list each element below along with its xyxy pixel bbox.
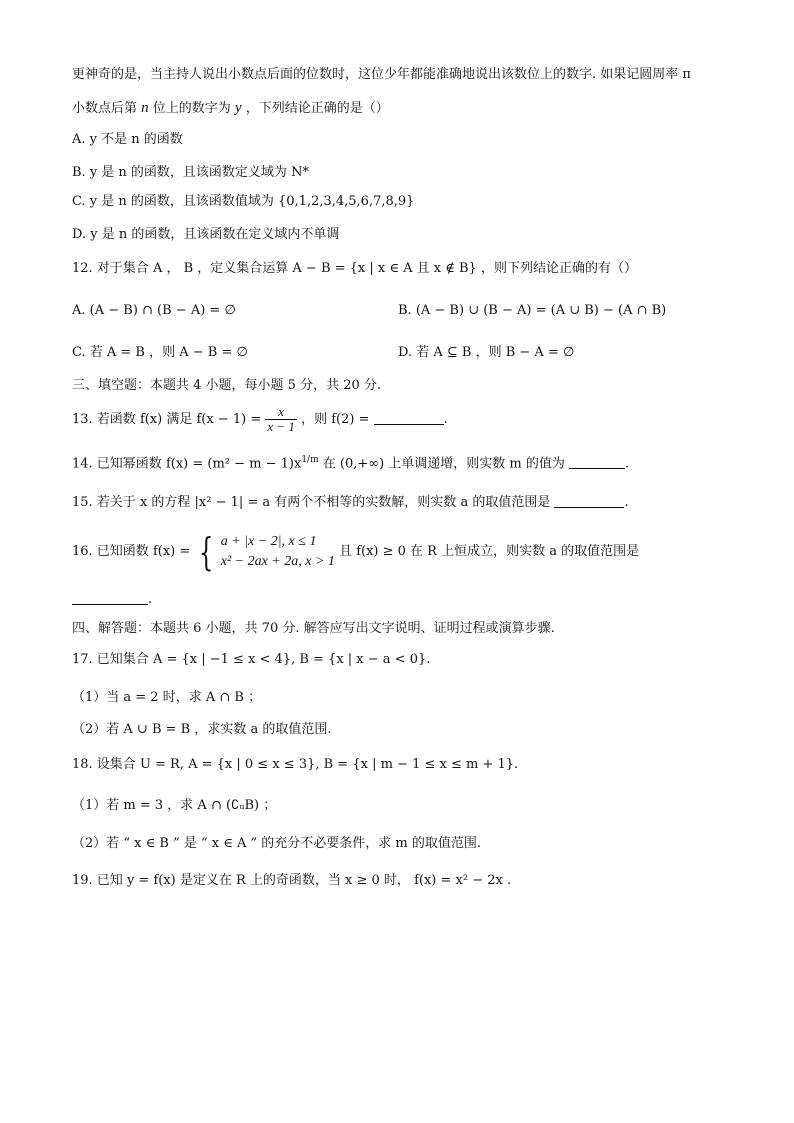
q14-answer-blank[interactable] (569, 454, 625, 469)
q16-answer-line: . (72, 590, 734, 609)
q17-part-1: （1）当 a = 2 时，求 A ∩ B ； (72, 690, 262, 705)
q12-option-a: A. (A − B) ∩ (B − A) = ∅ (72, 303, 236, 318)
q11-stem-line1: 更神奇的是，当主持人说出小数点后面的位数时，这位少年都能准确地说出该数位上的数字. 如果记圆周率 π (72, 67, 691, 82)
q11-option-c: C. y 是 n 的函数，且该函数值域为 {0,1,2,3,4,5,6,7,8,9} (72, 194, 415, 209)
section-4-heading: 四、解答题：本题共 6 小题，共 70 分. 解答应写出文字说明、证明过程或演算步骤. (72, 621, 555, 636)
q13-answer-blank[interactable] (374, 410, 444, 425)
q11-option-d: D. y 是 n 的函数，且该函数在定义域内不单调 (72, 227, 340, 242)
q14: 14. 已知幂函数 $f(x) = (m^2 - m - 1)x^{1/m}$ 在 (0,+∞) 上单调递增，则实数 m 的值为 . (72, 455, 630, 472)
q13: 13. 若函数 f(x) 满足 f(x − 1) = $\frac{x}{x - 1}$ ，则 f(2) = . (72, 404, 448, 434)
q11-option-b: B. y 是 n 的函数，且该函数定义域为 N* (72, 165, 309, 180)
q12-option-d: D. 若 A ⊆ B ，则 B − A = ∅ (398, 345, 575, 360)
q12-option-b: B. (A − B) ∪ (B − A) = (A ∪ B) − (A ∩ B) (398, 303, 667, 318)
q15: 15. 若关于 x 的方程 |x² − 1| = a 有两个不相等的实数解，则实数 a 的取值范围是 . (72, 495, 629, 510)
q16: 16. 已知函数 f(x) = { a + |x − 2|, x ≤ 1 x² − 2ax + 2a, x > 1 且 f(x) ≥ 0 在 R 上恒成立，则实数 a 的取值范围是 (72, 529, 640, 574)
q13-fraction: $\frac{x}{x - 1}$ (267, 404, 295, 434)
q16-answer-blank[interactable] (72, 590, 148, 605)
q18-stem: 18. 设集合 U = R, A = {x | 0 ≤ x ≤ 3}, B = {x | m − 1 ≤ x ≤ m + 1}. (72, 757, 519, 772)
q15-answer-blank[interactable] (554, 493, 624, 508)
q16-piecewise: a + |x − 2|, x ≤ 1 x² − 2ax + 2a, x > 1 (220, 533, 335, 569)
q17-stem: 17. 已知集合 A = {x | −1 ≤ x < 4}, B = {x | x − a < 0}. (72, 652, 431, 667)
q12-stem: 12. 对于集合 A ， B ，定义集合运算 A − B = {x | x ∈ A 且 x ∉ B} ，则下列结论正确的有（） (72, 261, 637, 276)
q11-stem-line2: 小数点后第 n 位上的数字为 y ，下列结论正确的是（） (72, 100, 389, 116)
q11-option-a: A. y 不是 n 的函数 (72, 132, 183, 147)
q17-part-2: （2）若 A ∪ B = B ，求实数 a 的取值范围. (72, 722, 332, 737)
section-3-heading: 三、填空题：本题共 4 小题，每小题 5 分，共 20 分. (72, 378, 382, 393)
q12-option-c: C. 若 A = B ，则 A − B = ∅ (72, 345, 248, 360)
piecewise-brace: { (199, 529, 214, 574)
q18-part-2: （2）若 “ x ∈ B ” 是 “ x ∈ A ” 的充分不必要条件，求 m 的取值范围. (72, 836, 482, 851)
q18-part-1: （1）若 m = 3 ，求 A ∩ (∁ᵤB) ； (72, 798, 277, 813)
q19-stem: 19. 已知 y = f(x) 是定义在 R 上的奇函数，当 x ≥ 0 时， f(x) = x² − 2x . (72, 873, 512, 888)
